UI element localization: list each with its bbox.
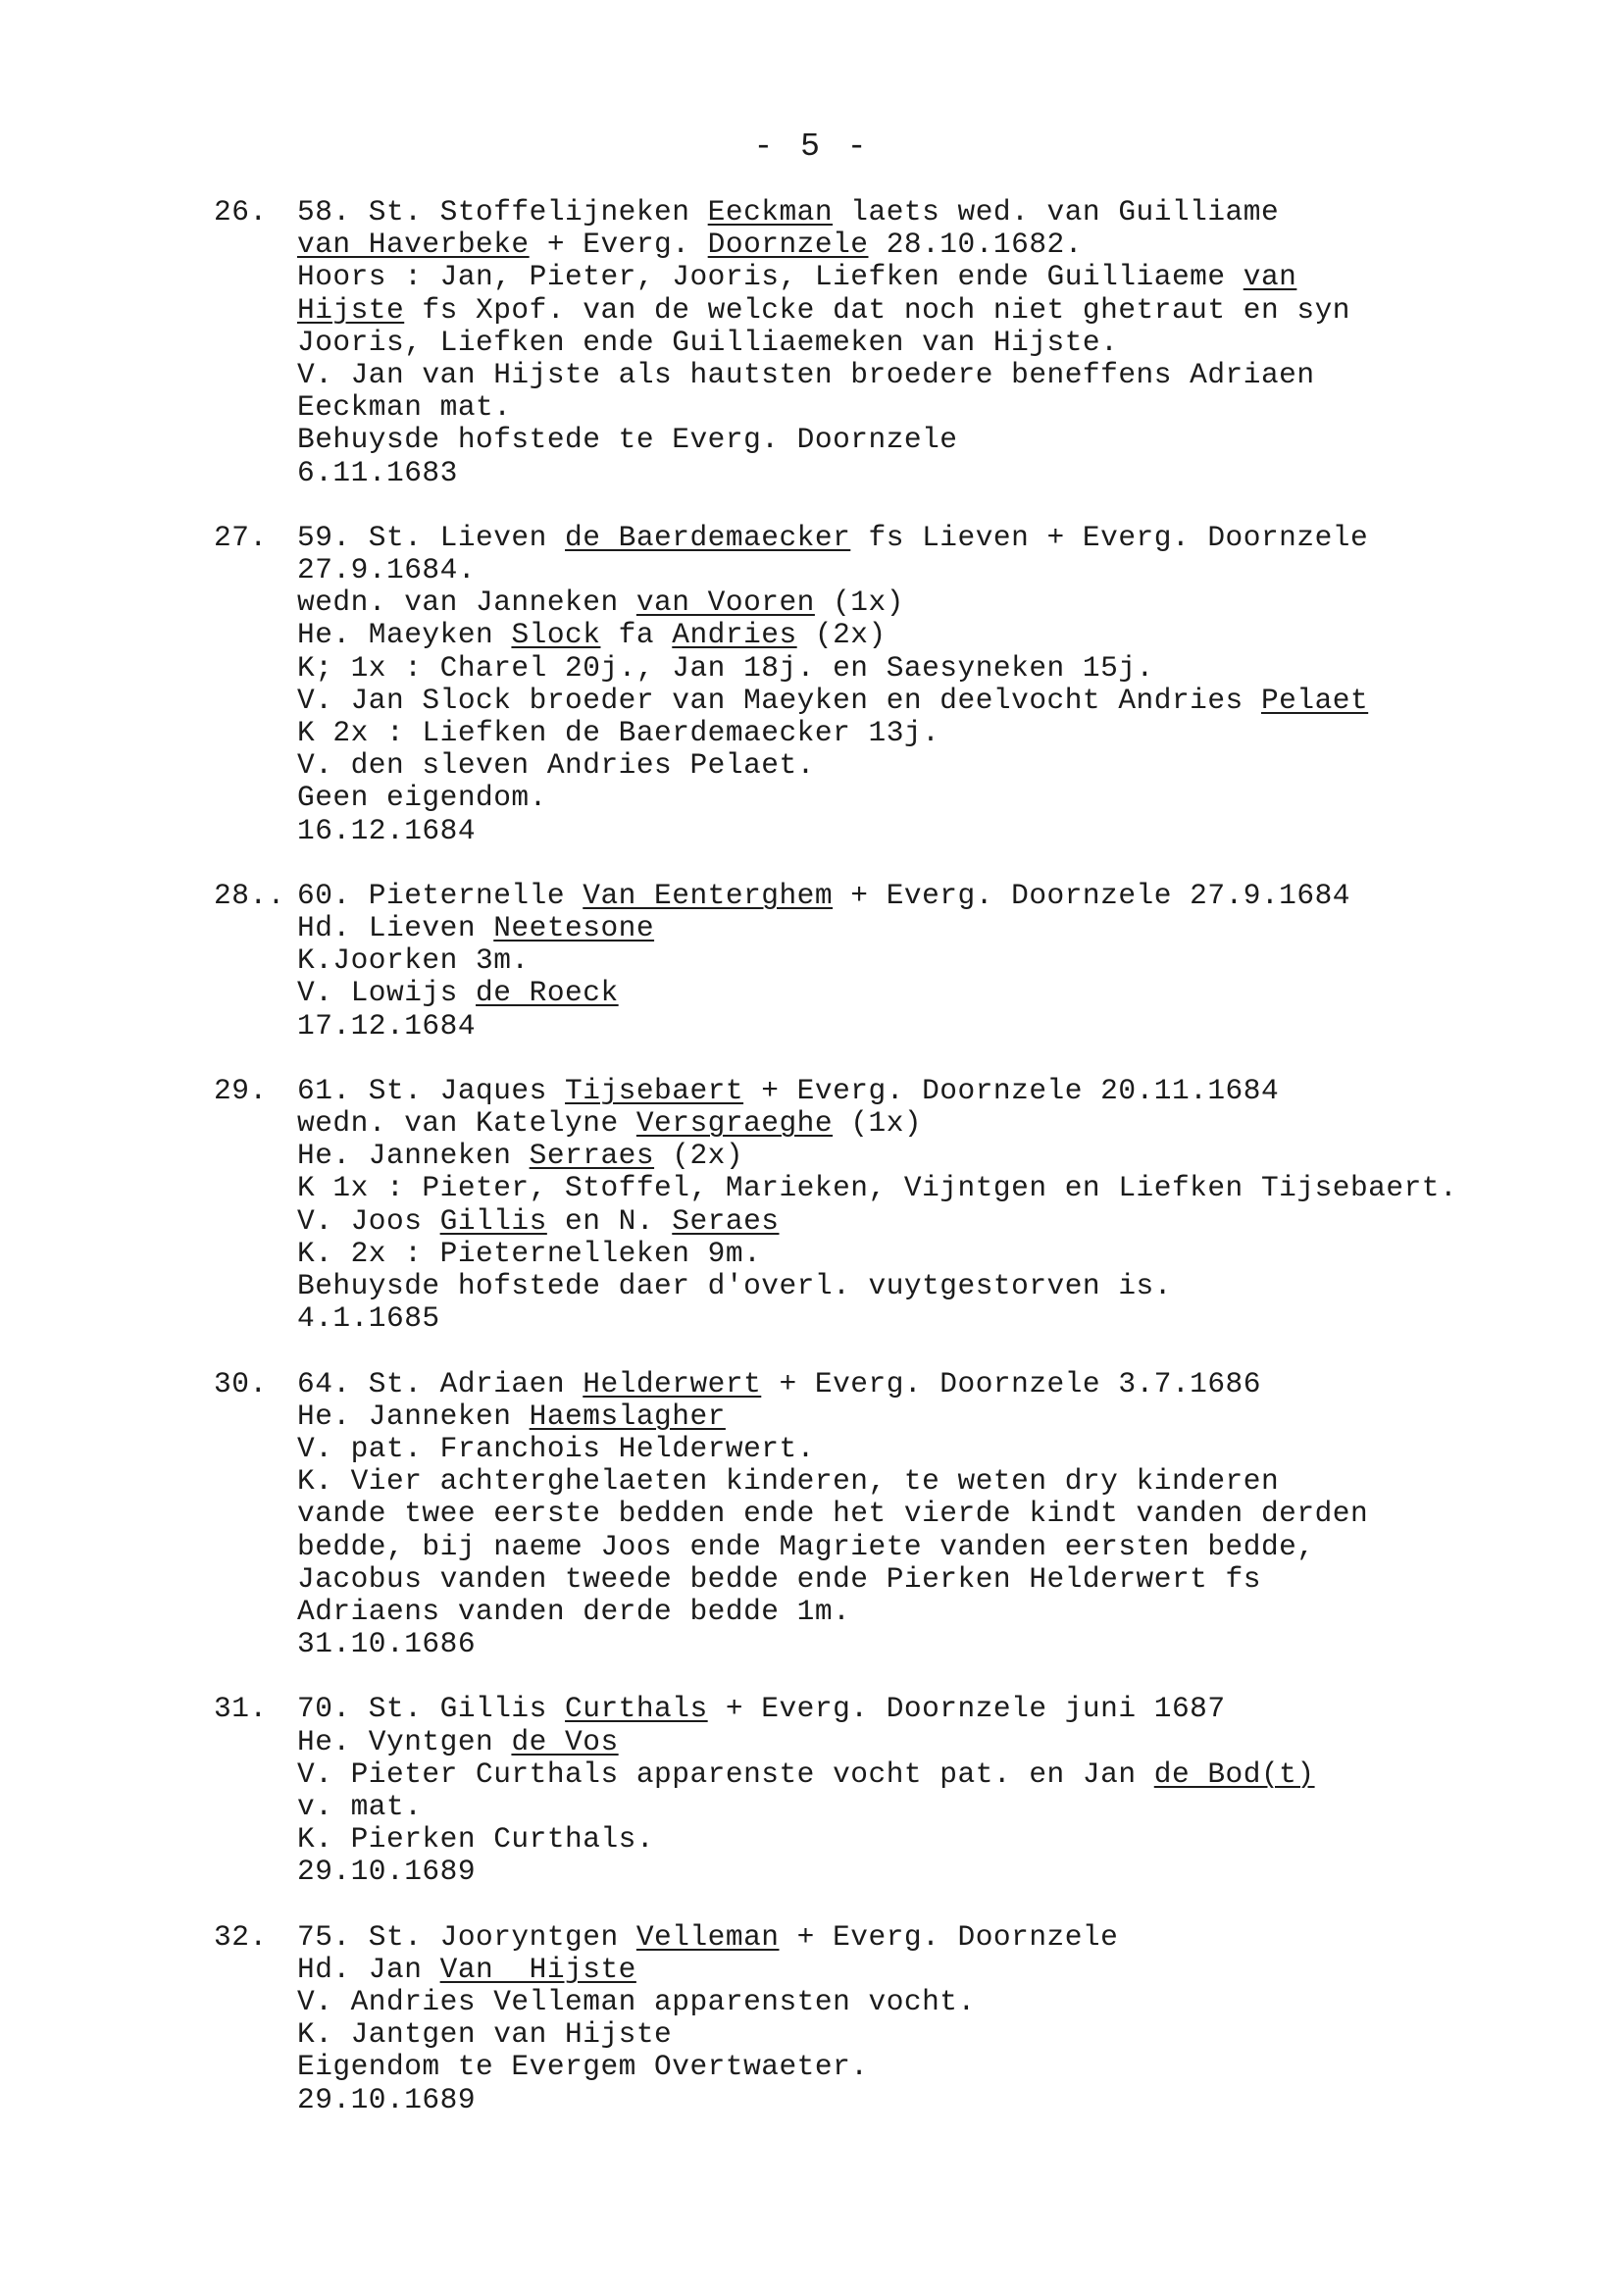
text-segment: Hoors : Jan, Pieter, Jooris, Liefken ende Guilliaeme bbox=[297, 260, 1243, 294]
text-segment: Hd. Jan bbox=[297, 1952, 440, 1986]
entry bbox=[214, 196, 1587, 489]
entry-line bbox=[297, 1531, 1587, 1563]
entry-body bbox=[214, 880, 1587, 1043]
underlined-name: Seraes bbox=[672, 1203, 780, 1238]
entry-line bbox=[297, 522, 1587, 554]
entry-line bbox=[297, 1107, 1587, 1140]
entry-line bbox=[297, 1628, 1587, 1660]
entry-line bbox=[297, 1921, 1587, 1954]
underlined-name: van Haverbeke bbox=[297, 228, 530, 262]
text-segment: 28.10.1682. bbox=[868, 228, 1083, 262]
entry-line bbox=[297, 685, 1587, 717]
page-number: - 5 - bbox=[753, 128, 871, 165]
text-segment: Behuysde hofstede daer d'overl. vuytgestorven is. bbox=[297, 1269, 1172, 1303]
entry-line bbox=[297, 1791, 1587, 1823]
entry-line bbox=[297, 1433, 1587, 1465]
entry-body bbox=[214, 1921, 1587, 2116]
underlined-name: Slock bbox=[511, 618, 601, 652]
text-segment: v. mat. bbox=[297, 1789, 423, 1823]
text-segment: V. Jan Slock broeder van Maeyken en deelvocht Andries bbox=[297, 683, 1261, 717]
text-segment: V. Jan van Hijste als hautsten broedere beneffens Adriaen bbox=[297, 358, 1315, 392]
entry-line bbox=[297, 457, 1587, 489]
entry-number: 26. bbox=[214, 195, 268, 229]
entry-line bbox=[297, 1498, 1587, 1530]
text-segment: vande twee eerste bedden ende het vierde kindt vanden derden bbox=[297, 1497, 1369, 1531]
text-segment: V. pat. Franchois Helderwert. bbox=[297, 1431, 815, 1465]
entry-number: 30. bbox=[214, 1366, 268, 1400]
entry-number: 27. bbox=[214, 520, 268, 554]
text-segment: Eigendom te Evergem Overtwaeter. bbox=[297, 2050, 869, 2084]
text-segment: V. Joos bbox=[297, 1203, 440, 1238]
text-segment: 27.9.1684. bbox=[297, 553, 477, 587]
text-segment: K 1x : Pieter, Stoffel, Marieken, Vijntgen en Liefken Tijsebaert. bbox=[297, 1171, 1458, 1205]
text-segment: He. Janneken bbox=[297, 1399, 530, 1433]
text-segment: K. Jantgen van Hijste bbox=[297, 2017, 673, 2052]
text-segment: 59. St. Lieven bbox=[297, 520, 566, 554]
entry-list bbox=[214, 196, 1587, 2149]
entry bbox=[214, 1693, 1587, 1888]
text-segment: 16.12.1684 bbox=[297, 813, 477, 847]
entry-line bbox=[297, 294, 1587, 327]
text-segment: K. Vier achterghelaeten kinderen, te weten dry kinderen bbox=[297, 1464, 1280, 1499]
entry bbox=[214, 522, 1587, 847]
entry bbox=[214, 1368, 1587, 1661]
underlined-name: Hijste bbox=[297, 292, 405, 327]
underlined-name: Versgraeghe bbox=[635, 1106, 834, 1141]
text-segment: + Everg. Doornzele 27.9.1684 bbox=[833, 878, 1350, 912]
entry-line bbox=[297, 1205, 1587, 1238]
text-segment: Hd. Lieven bbox=[297, 911, 494, 945]
entry bbox=[214, 1921, 1587, 2116]
entry bbox=[214, 880, 1587, 1043]
text-segment: 29.10.1689 bbox=[297, 1855, 477, 1889]
text-segment: 31.10.1686 bbox=[297, 1627, 477, 1661]
entry-line bbox=[297, 1270, 1587, 1302]
text-segment: fa bbox=[600, 618, 673, 652]
text-segment: bedde, bij naeme Joos ende Magriete vanden eersten bedde, bbox=[297, 1529, 1315, 1563]
entry-line bbox=[297, 1856, 1587, 1888]
text-segment: fs Xpof. van de welcke dat noch niet ghetraut en syn bbox=[404, 292, 1350, 327]
entry-line bbox=[297, 1986, 1587, 2018]
text-segment: He. Janneken bbox=[297, 1139, 530, 1173]
underlined-name: Velleman bbox=[635, 1919, 780, 1954]
entry-line bbox=[297, 1465, 1587, 1498]
text-segment: K. 2x : Pieternelleken 9m. bbox=[297, 1236, 762, 1270]
entry-line bbox=[297, 554, 1587, 586]
text-segment: K 2x : Liefken de Baerdemaecker 13j. bbox=[297, 716, 940, 750]
entry-line bbox=[297, 1596, 1587, 1628]
entry-body bbox=[214, 522, 1587, 847]
text-segment: (2x) bbox=[654, 1139, 744, 1173]
text-segment: wedn. van Katelyne bbox=[297, 1106, 636, 1141]
underlined-name: Andries bbox=[672, 618, 797, 652]
text-segment: fs Lieven + Everg. Doornzele bbox=[850, 520, 1369, 554]
entry-line bbox=[297, 652, 1587, 685]
entry-line bbox=[297, 782, 1587, 814]
text-segment: 70. St. Gillis bbox=[297, 1692, 566, 1726]
text-segment: 17.12.1684 bbox=[297, 1008, 477, 1043]
entry-line bbox=[297, 1172, 1587, 1204]
text-segment: He. Maeyken bbox=[297, 618, 512, 652]
text-segment: en N. bbox=[546, 1203, 673, 1238]
text-segment: 58. St. Stoffelijneken bbox=[297, 195, 708, 229]
text-segment: Behuysde hofstede te Everg. Doornzele bbox=[297, 423, 958, 457]
underlined-name: Eeckman bbox=[707, 195, 834, 229]
entry-line bbox=[297, 261, 1587, 293]
entry-line bbox=[297, 424, 1587, 456]
entry-line bbox=[297, 1238, 1587, 1270]
text-segment: + Everg. Doornzele juni 1687 bbox=[707, 1692, 1226, 1726]
text-segment: 6.11.1683 bbox=[297, 455, 458, 489]
text-segment: wedn. van Janneken bbox=[297, 585, 636, 620]
entry-line bbox=[297, 1726, 1587, 1758]
entry-number: 31. bbox=[214, 1692, 268, 1726]
text-segment: Jooris, Liefken ende Guilliaemeken van Hijste. bbox=[297, 325, 1119, 359]
entry-line bbox=[297, 815, 1587, 847]
underlined-name: van Vooren bbox=[635, 585, 815, 620]
entry-line bbox=[297, 327, 1587, 359]
text-segment: laets wed. van Guilliame bbox=[833, 195, 1280, 229]
entry-line bbox=[297, 717, 1587, 749]
text-segment: 64. St. Adriaen bbox=[297, 1366, 584, 1400]
text-segment: 60. Pieternelle bbox=[297, 878, 584, 912]
entry-line bbox=[297, 2018, 1587, 2051]
underlined-name: de Roeck bbox=[476, 976, 619, 1010]
text-segment: + Everg. Doornzele 20.11.1684 bbox=[743, 1073, 1280, 1107]
entry-body bbox=[214, 1693, 1587, 1888]
underlined-name: Haemslagher bbox=[529, 1399, 726, 1433]
entry-line bbox=[297, 619, 1587, 651]
entry-line bbox=[297, 1010, 1587, 1043]
underlined-name: Pelaet bbox=[1260, 683, 1369, 717]
text-segment: He. Vyntgen bbox=[297, 1724, 512, 1758]
entry bbox=[214, 1075, 1587, 1336]
entry-line bbox=[297, 1563, 1587, 1596]
entry-line bbox=[297, 1758, 1587, 1791]
entry-line bbox=[297, 1075, 1587, 1107]
entry-line bbox=[297, 391, 1587, 424]
text-segment: + Everg. Doornzele bbox=[779, 1919, 1119, 1954]
underlined-name: Van Hijste bbox=[439, 1952, 636, 1986]
text-segment: V. Lowijs bbox=[297, 976, 477, 1010]
text-segment: V. den sleven Andries Pelaet. bbox=[297, 748, 815, 783]
entry-line bbox=[297, 229, 1587, 261]
entry-line bbox=[297, 2051, 1587, 2083]
entry-number: 29. bbox=[214, 1073, 268, 1107]
entry-line bbox=[297, 880, 1587, 912]
text-segment: + Everg. bbox=[529, 228, 708, 262]
text-segment: 75. St. Jooryntgen bbox=[297, 1919, 636, 1954]
underlined-name: Helderwert bbox=[583, 1366, 762, 1400]
entry-line bbox=[297, 359, 1587, 391]
entry-line bbox=[297, 586, 1587, 619]
entry-line bbox=[297, 2084, 1587, 2116]
entry-number: 28.. bbox=[214, 878, 285, 912]
underlined-name: de Bod(t) bbox=[1153, 1756, 1315, 1791]
entry-line bbox=[297, 1302, 1587, 1335]
text-segment: (1x) bbox=[833, 1106, 923, 1141]
entry-body bbox=[214, 1075, 1587, 1336]
text-segment: K; 1x : Charel 20j., Jan 18j. en Saesyneken 15j. bbox=[297, 650, 1154, 685]
entry-line bbox=[297, 1368, 1587, 1400]
text-segment: (1x) bbox=[814, 585, 904, 620]
entry-body bbox=[214, 196, 1587, 489]
entry-line bbox=[297, 749, 1587, 782]
underlined-name: de Baerdemaecker bbox=[565, 520, 851, 554]
text-segment: Adriaens vanden derde bedde 1m. bbox=[297, 1594, 851, 1628]
underlined-name: de Vos bbox=[511, 1724, 619, 1758]
text-segment: V. Pieter Curthals apparenste vocht pat. en Jan bbox=[297, 1756, 1154, 1791]
underlined-name: van bbox=[1243, 260, 1297, 294]
entry-line bbox=[297, 1823, 1587, 1856]
text-segment: 61. St. Jaques bbox=[297, 1073, 566, 1107]
underlined-name: Tijsebaert bbox=[565, 1073, 744, 1107]
underlined-name: Gillis bbox=[439, 1203, 547, 1238]
text-segment: K. Pierken Curthals. bbox=[297, 1822, 655, 1857]
underlined-name: Neetesone bbox=[493, 911, 655, 945]
entry-line bbox=[297, 977, 1587, 1009]
entry-line bbox=[297, 1954, 1587, 1986]
underlined-name: Doornzele bbox=[707, 228, 869, 262]
underlined-name: Curthals bbox=[565, 1692, 708, 1726]
text-segment: Eeckman mat. bbox=[297, 390, 512, 425]
entry-number: 32. bbox=[214, 1919, 268, 1954]
text-segment: K.Joorken 3m. bbox=[297, 943, 530, 978]
text-segment: Geen eigendom. bbox=[297, 781, 547, 815]
text-segment: 29.10.1689 bbox=[297, 2082, 477, 2116]
entry-line bbox=[297, 1693, 1587, 1725]
entry-line bbox=[297, 912, 1587, 944]
entry-line bbox=[297, 196, 1587, 229]
text-segment: + Everg. Doornzele 3.7.1686 bbox=[761, 1366, 1261, 1400]
entry-line bbox=[297, 1140, 1587, 1172]
entry-body bbox=[214, 1368, 1587, 1661]
entry-line bbox=[297, 1400, 1587, 1433]
underlined-name: Serraes bbox=[529, 1139, 655, 1173]
text-segment: (2x) bbox=[796, 618, 887, 652]
underlined-name: Van Eenterghem bbox=[583, 878, 834, 912]
text-segment: V. Andries Velleman apparensten vocht. bbox=[297, 1984, 976, 2018]
entry-line bbox=[297, 944, 1587, 977]
text-segment: Jacobus vanden tweede bedde ende Pierken Helderwert fs bbox=[297, 1561, 1261, 1596]
text-segment: 4.1.1685 bbox=[297, 1301, 440, 1336]
